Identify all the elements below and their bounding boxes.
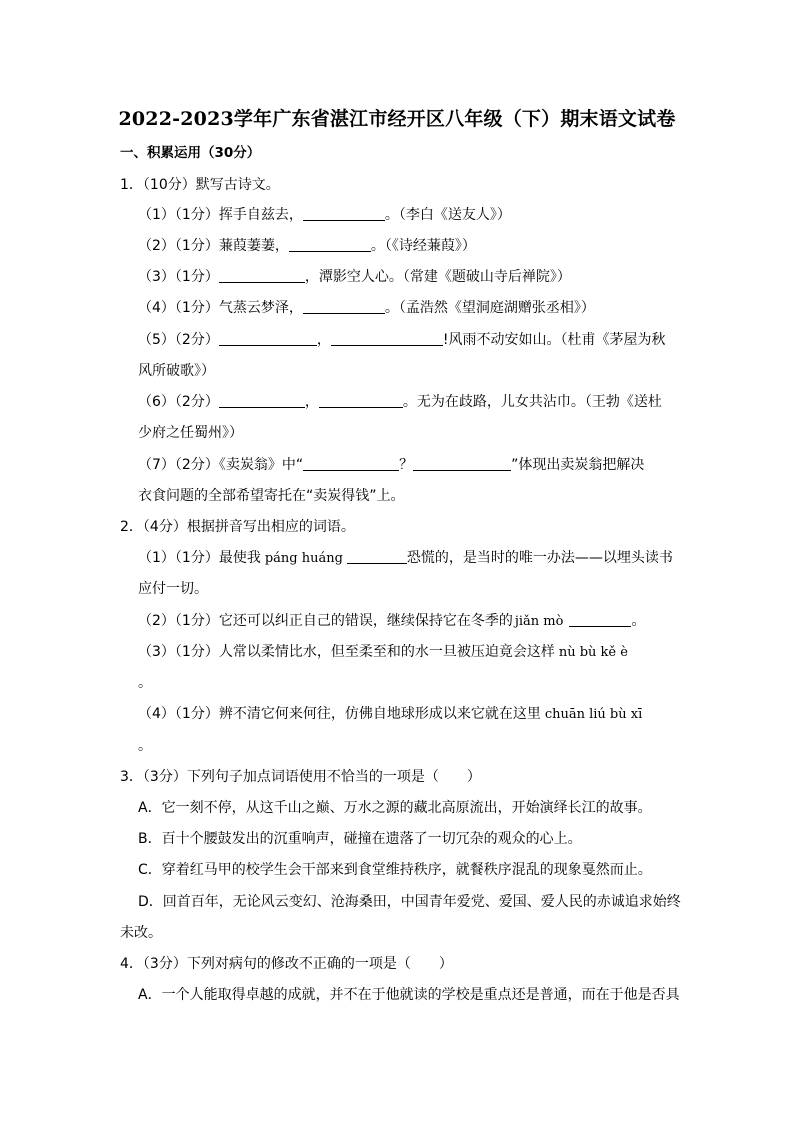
page-title: 2022-2023学年广东省湛江市经开区八年级（下）期末语文试卷 [118, 108, 676, 130]
q3-option-b[interactable]: B．百十个腰鼓发出的沉重响声，碰撞在遗落了一切冗杂的观众的心上。 [138, 831, 582, 847]
question-2-stem: 2．（4分）根据拼音写出相应的词语。 [120, 519, 355, 535]
q2-item-3 [138, 642, 628, 663]
q1-item-1-text-b: 。（李白《送友人》） [384, 207, 511, 223]
answer-blank[interactable] [319, 393, 403, 408]
question-1-stem: 1．（10分）默写古诗文。 [120, 177, 280, 193]
q3-option-d[interactable]: D．回首百年，无论风云变幻、沧海桑田，中国青年爱党、爱国、爱人民的赤诚追求始终 [138, 894, 681, 910]
answer-blank[interactable] [289, 237, 371, 252]
q3-option-d-cont: 未改。 [120, 925, 162, 941]
q2-item-4 [138, 704, 642, 725]
q1-item-4-text-b: 。（孟浩然《望洞庭湖赠张丞相》） [384, 300, 595, 316]
q2-item-3-cont: 。 [138, 675, 152, 691]
q2-item-2-text-a: （2）（1分）它还可以纠正自己的错误，继续保持它在冬季的 [138, 613, 513, 629]
q1-item-5-text-a: （5）（2分） [138, 332, 219, 348]
q1-item-6 [138, 392, 662, 412]
q2-item-2-text-b: 。 [631, 613, 646, 629]
q1-item-3-text-b: ，潭影空人心。（常建《题破山寺后禅院》） [304, 269, 571, 285]
answer-blank[interactable] [303, 299, 385, 314]
q1-item-6-text-c: 。无为在歧路，儿女共沾巾。（王勃《送杜 [402, 394, 662, 410]
q2-item-1-cont: 应付一切。 [138, 581, 208, 597]
q1-item-1 [138, 205, 511, 225]
answer-blank[interactable] [413, 456, 511, 471]
q1-item-5 [138, 330, 665, 350]
answer-blank[interactable] [569, 612, 631, 627]
q2-item-3-text-a: （3）（1分）人常以柔情比水，但至柔至和的水一旦被压迫竟会这样 [138, 644, 555, 660]
q2-item-1-text-a: （1）（1分）最使我 [138, 550, 261, 566]
q1-item-4 [138, 298, 595, 318]
q3-option-c[interactable]: C．穿着红马甲的校学生会干部来到食堂维持秩序，就餐秩序混乱的现象戛然而止。 [138, 862, 652, 878]
answer-blank[interactable] [303, 206, 385, 221]
q1-item-5-cont: 风所破歌》） [138, 363, 215, 379]
q1-item-4-text-a: （4）（1分）气蒸云梦泽， [138, 300, 303, 316]
q1-item-7-qmark: ？ [399, 457, 414, 473]
pinyin: nù bù kě è [558, 645, 628, 660]
answer-blank[interactable] [331, 331, 443, 346]
q4-option-a[interactable]: A．一个人能取得卓越的成就，并不在于他就读的学校是重点还是普通，而在于他是否具 [138, 987, 680, 1003]
q1-item-7-cont: 衣食问题的全部希望寄托在“卖炭得钱”上。 [138, 488, 405, 504]
q1-item-6-text-a: （6）（2分） [138, 394, 219, 410]
q2-item-2 [138, 611, 645, 632]
q1-item-6-cont: 少府之任蜀州》） [138, 425, 243, 441]
q1-item-1-text-a: （1）（1分）挥手自兹去， [138, 207, 303, 223]
q1-item-7 [138, 455, 644, 475]
q2-item-1-text-b: 恐慌的，是当时的唯一办法——以埋头读书 [406, 550, 673, 566]
question-3-stem: 3．（3分）下列句子加点词语使用不恰当的一项是（ ） [120, 769, 481, 785]
q1-item-6-comma: ， [304, 394, 319, 410]
q1-item-7-text-a: （7）（2分）《卖炭翁》中“ [138, 457, 304, 473]
section-heading: 一、积累运用（30分） [120, 145, 261, 161]
q2-item-1 [138, 548, 673, 569]
q1-item-5-text-c: !风雨不动安如山。（杜甫《茅屋为秋 [442, 332, 666, 348]
q2-item-4-cont: 。 [138, 738, 152, 754]
q1-item-2-text-a: （2）（1分）蒹葭萋萋， [138, 238, 289, 254]
question-4-stem: 4．（3分）下列对病句的修改不正确的一项是（ ） [120, 956, 453, 972]
answer-blank[interactable] [219, 393, 305, 408]
q1-item-7-text-c: ”体现出卖炭翁把解决 [511, 457, 645, 473]
pinyin: chuān liú bù xī [544, 707, 643, 722]
q1-item-3 [138, 267, 571, 287]
pinyin: páng huáng [264, 551, 343, 566]
answer-blank[interactable] [347, 549, 407, 564]
q2-item-4-text-a: （4）（1分）辨不清它何来何往，仿佛自地球形成以来它就在这里 [138, 706, 541, 722]
q3-option-a[interactable]: A．它一刻不停，从这千山之巅、万水之源的藏北高原流出，开始演绎长江的故事。 [138, 800, 652, 816]
q1-item-5-comma: ， [316, 332, 331, 348]
q1-item-2 [138, 236, 476, 256]
answer-blank[interactable] [303, 456, 399, 471]
pinyin: jiǎn mò [514, 614, 564, 629]
answer-blank[interactable] [219, 268, 305, 283]
answer-blank[interactable] [219, 331, 317, 346]
q1-item-3-text-a: （3）（1分） [138, 269, 219, 285]
q1-item-2-text-b: 。（《诗经蒹葭》） [370, 238, 476, 254]
